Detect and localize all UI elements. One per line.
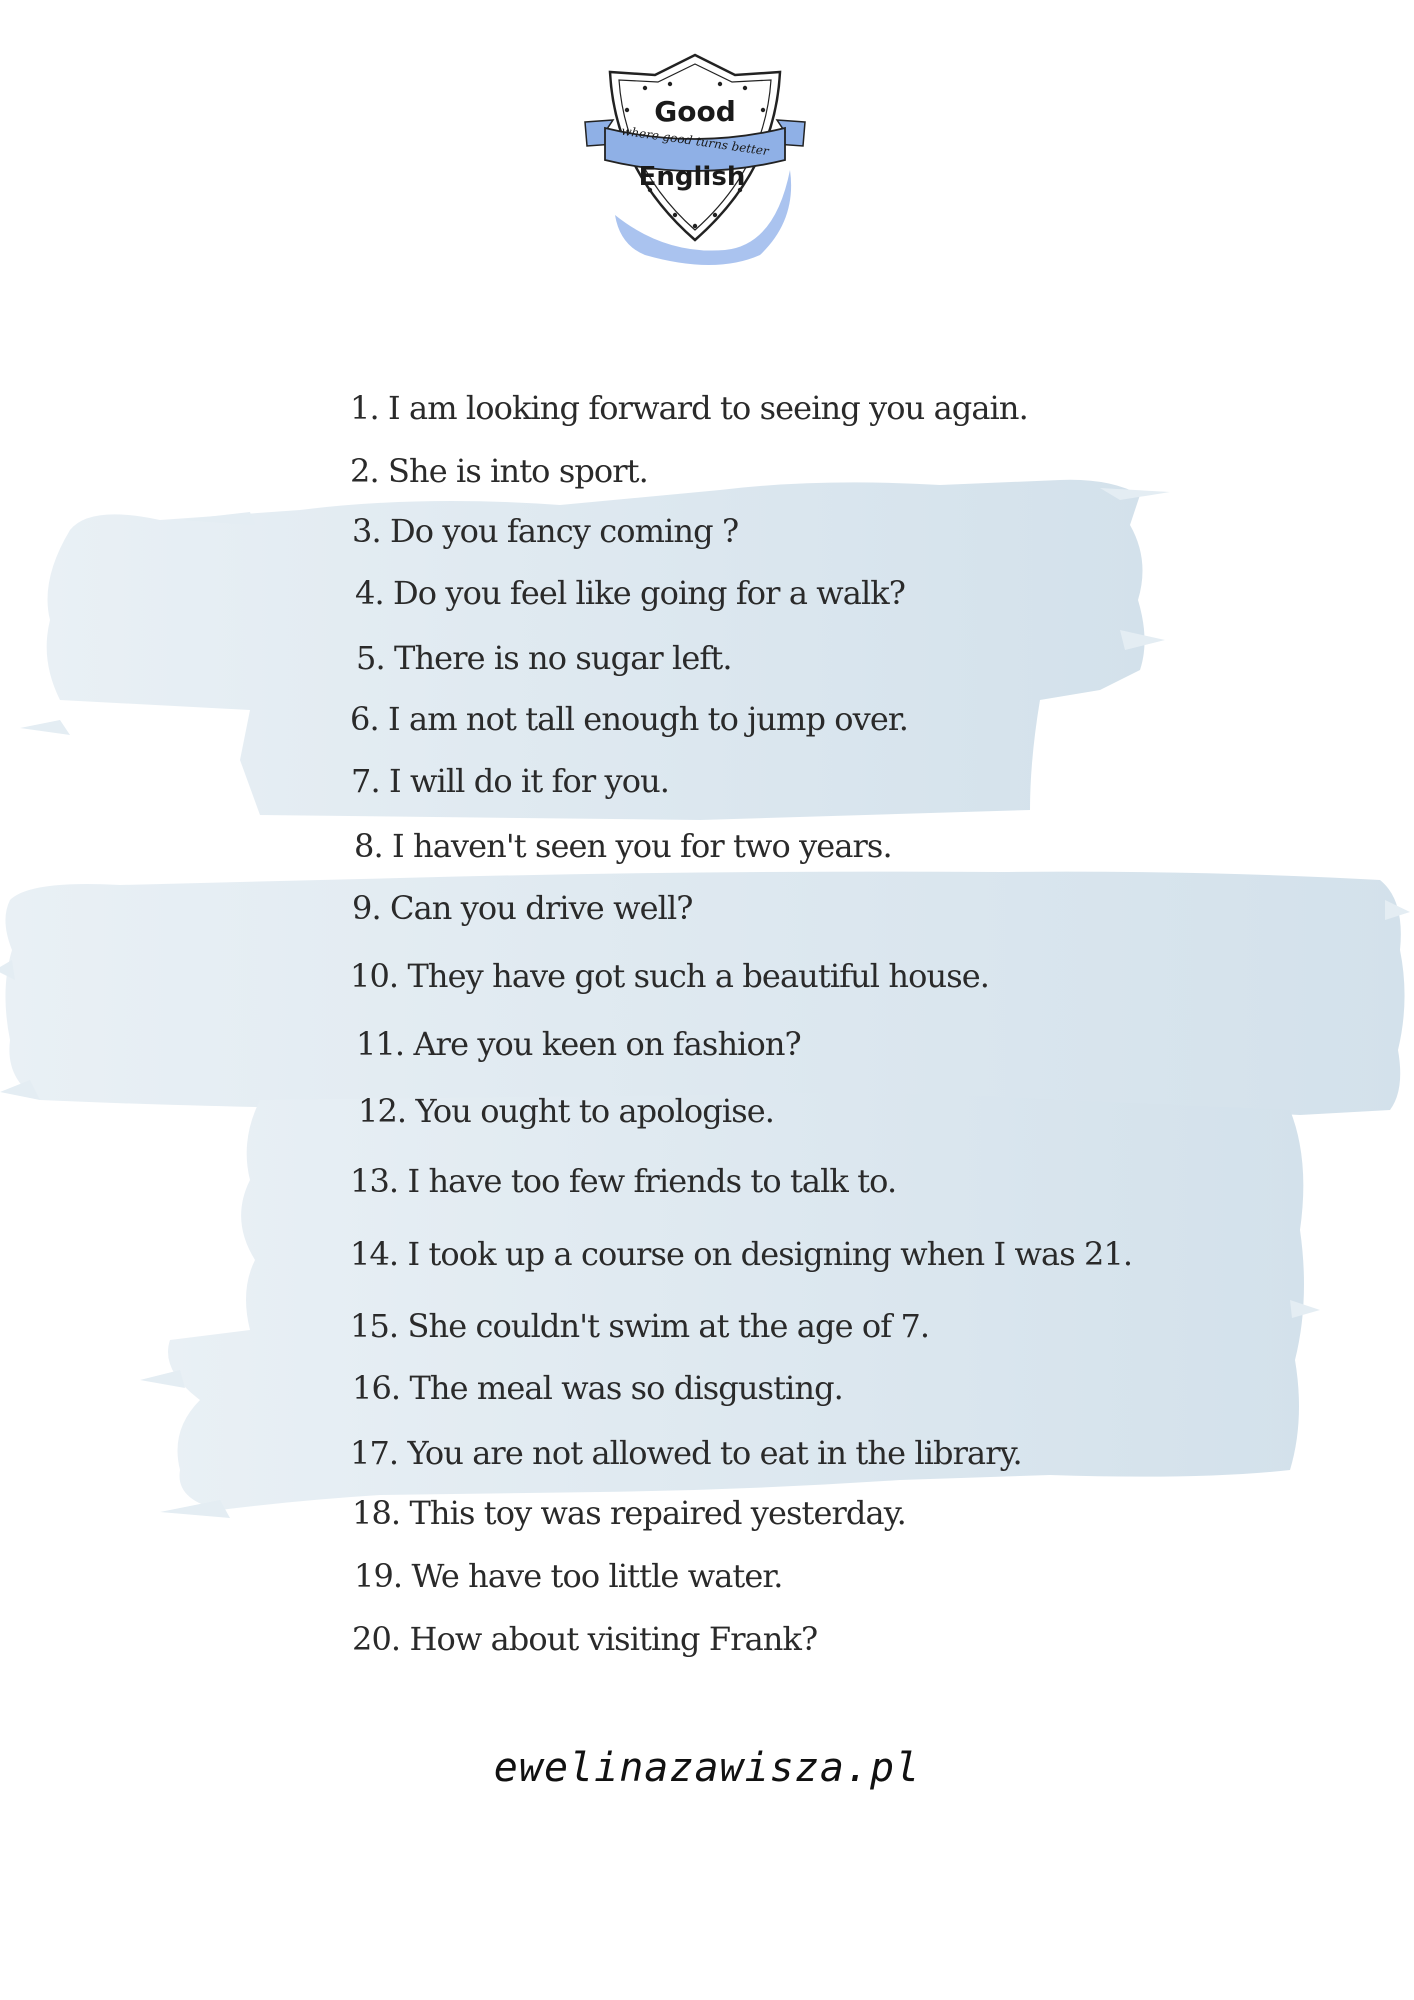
list-item: 15. She couldn't swim at the age of 7. xyxy=(350,1307,930,1345)
list-item: 12. You ought to apologise. xyxy=(358,1092,775,1130)
list-item: 19. We have too little water. xyxy=(354,1557,783,1595)
logo-word-good: Good xyxy=(654,95,736,128)
list-item: 11. Are you keen on fashion? xyxy=(356,1025,801,1063)
list-item: 8. I haven't seen you for two years. xyxy=(354,827,892,865)
list-item: 14. I took up a course on designing when I was 21. xyxy=(350,1235,1133,1273)
website-footer: ewelinazawisza.pl xyxy=(493,1745,921,1791)
list-item: 7. I will do it for you. xyxy=(351,762,670,800)
list-item: 13. I have too few friends to talk to. xyxy=(350,1162,897,1200)
list-item: 20. How about visiting Frank? xyxy=(352,1620,818,1658)
list-item: 5. There is no sugar left. xyxy=(356,639,732,677)
list-item: 17. You are not allowed to eat in the library. xyxy=(350,1434,1022,1472)
list-item: 3. Do you fancy coming ? xyxy=(352,512,739,550)
list-item: 16. The meal was so disgusting. xyxy=(352,1369,843,1407)
logo-word-english: English xyxy=(638,162,746,192)
logo-tagline: where good turns better xyxy=(620,123,770,159)
list-item: 2. She is into sport. xyxy=(350,452,648,490)
list-item: 18. This toy was repaired yesterday. xyxy=(352,1494,906,1532)
list-item: 1. I am looking forward to seeing you again. xyxy=(350,389,1028,427)
list-item: 10. They have got such a beautiful house. xyxy=(350,957,990,995)
list-item: 9. Can you drive well? xyxy=(352,889,693,927)
list-item: 6. I am not tall enough to jump over. xyxy=(350,700,909,738)
list-item: 4. Do you feel like going for a walk? xyxy=(355,574,906,612)
